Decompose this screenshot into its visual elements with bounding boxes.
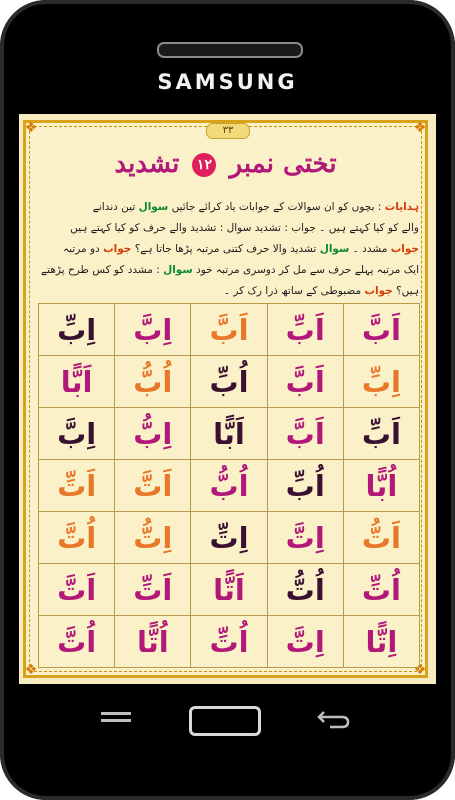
hardware-nav-bar <box>0 690 455 750</box>
letter-cell[interactable]: اِتَّ <box>268 616 344 668</box>
brand-logo: SAMSUNG <box>157 70 298 94</box>
label-sawal: سوال <box>138 201 169 213</box>
letter-cell[interactable]: اَتِّ <box>39 460 115 512</box>
menu-button[interactable] <box>101 708 131 728</box>
letter-cell[interactable]: اُتِّ <box>191 616 267 668</box>
letter-cell[interactable]: اُتُّ <box>268 564 344 616</box>
letter-cell[interactable]: اَبًّا <box>39 356 115 408</box>
back-arrow-icon <box>316 708 352 730</box>
letter-grid <box>38 303 420 668</box>
letter-cell[interactable]: اَبَّ <box>344 304 420 356</box>
label-sawal: سوال <box>319 243 350 255</box>
instr-line4: ایک مرتبہ پہلے حرف سے مل کر دوسری مرتبہ خود <box>196 264 419 276</box>
instructions-block <box>34 197 419 307</box>
instr-line2: والے کو کیا کہتے ہیں ۔ جواب : تشدید سوال : تشدید والے حرف کو کیا کہتے ہیں <box>70 222 419 234</box>
page-title <box>26 149 425 179</box>
letter-cell[interactable]: اُتَّ <box>39 512 115 564</box>
letter-cell[interactable]: اِتًّا <box>344 616 420 668</box>
title-word: تشدید <box>114 149 180 179</box>
instr-line5b: مضبوطی کے ساتھ ذرا رک کر ۔ <box>223 285 362 297</box>
label-jawab: جواب <box>390 243 419 255</box>
letter-cell[interactable]: اَتَّ <box>39 564 115 616</box>
instr-line1: : بچوں کو ان سوالات کے جوابات یاد کرائے جائیں <box>171 201 382 213</box>
letter-cell[interactable]: اَبَّ <box>268 408 344 460</box>
app-screen[interactable] <box>19 114 436 684</box>
letter-cell[interactable]: اُبِّ <box>268 460 344 512</box>
speaker-grille <box>157 42 303 58</box>
instr-line4b: : مشدد کو کس طرح پڑھتے <box>41 264 160 276</box>
letter-cell[interactable]: اَبِّ <box>268 304 344 356</box>
instr-line1b: تین دندانے <box>92 201 136 213</box>
letter-cell[interactable]: اُبُّ <box>191 460 267 512</box>
letter-cell[interactable]: اَتَّ <box>115 460 191 512</box>
letter-cell[interactable]: اِبِّ <box>39 304 115 356</box>
letter-cell[interactable]: اَبَّ <box>268 356 344 408</box>
letter-cell[interactable]: اِبُّ <box>115 408 191 460</box>
label-hidayat: ہدایات <box>384 201 419 213</box>
letter-cell[interactable]: اِتُّ <box>115 512 191 564</box>
letter-cell[interactable]: اَتُّ <box>344 512 420 564</box>
letter-cell[interactable]: اَتًّا <box>191 564 267 616</box>
label-jawab: جواب <box>364 285 393 297</box>
instr-line3a: مشدد ۔ <box>352 243 388 255</box>
letter-cell[interactable]: اِتَّ <box>268 512 344 564</box>
corner-ornament-icon: ❖ <box>413 662 427 678</box>
page-frame <box>23 120 428 678</box>
instr-line3c: دو مرتبہ <box>62 243 100 255</box>
corner-ornament-icon: ❖ <box>413 120 427 136</box>
letter-cell[interactable]: اُبُّ <box>115 356 191 408</box>
instr-line3b: تشدید والا حرف کتنی مرتبہ پڑھا جاتا ہے؟ <box>134 243 317 255</box>
instr-line5a: ہیں؟ <box>396 285 419 297</box>
corner-ornament-icon: ❖ <box>24 662 38 678</box>
letter-cell[interactable]: اِبِّ <box>344 356 420 408</box>
letter-cell[interactable]: اِتِّ <box>191 512 267 564</box>
letter-cell[interactable]: اَبًّا <box>191 408 267 460</box>
label-jawab: جواب <box>103 243 132 255</box>
letter-cell[interactable]: اُبًّا <box>344 460 420 512</box>
page-number: ٣٣ <box>206 123 250 139</box>
home-button[interactable] <box>189 706 261 736</box>
corner-ornament-icon: ❖ <box>24 120 38 136</box>
letter-cell[interactable]: اُتَّ <box>39 616 115 668</box>
letter-cell[interactable]: اُتِّ <box>344 564 420 616</box>
menu-icon <box>101 712 131 715</box>
letter-cell[interactable]: اُتًّا <box>115 616 191 668</box>
title-number-badge: ١٢ <box>192 153 216 177</box>
letter-cell[interactable]: اَبَّ <box>191 304 267 356</box>
back-button[interactable] <box>316 708 352 730</box>
letter-cell[interactable]: اَبِّ <box>344 408 420 460</box>
letter-cell[interactable]: اِبَّ <box>115 304 191 356</box>
title-text: تختی نمبر <box>229 149 337 179</box>
menu-icon <box>101 719 131 722</box>
label-sawal: سوال <box>163 264 193 276</box>
letter-cell[interactable]: اِبَّ <box>39 408 115 460</box>
letter-cell[interactable]: اَتِّ <box>115 564 191 616</box>
letter-cell[interactable]: اُبِّ <box>191 356 267 408</box>
